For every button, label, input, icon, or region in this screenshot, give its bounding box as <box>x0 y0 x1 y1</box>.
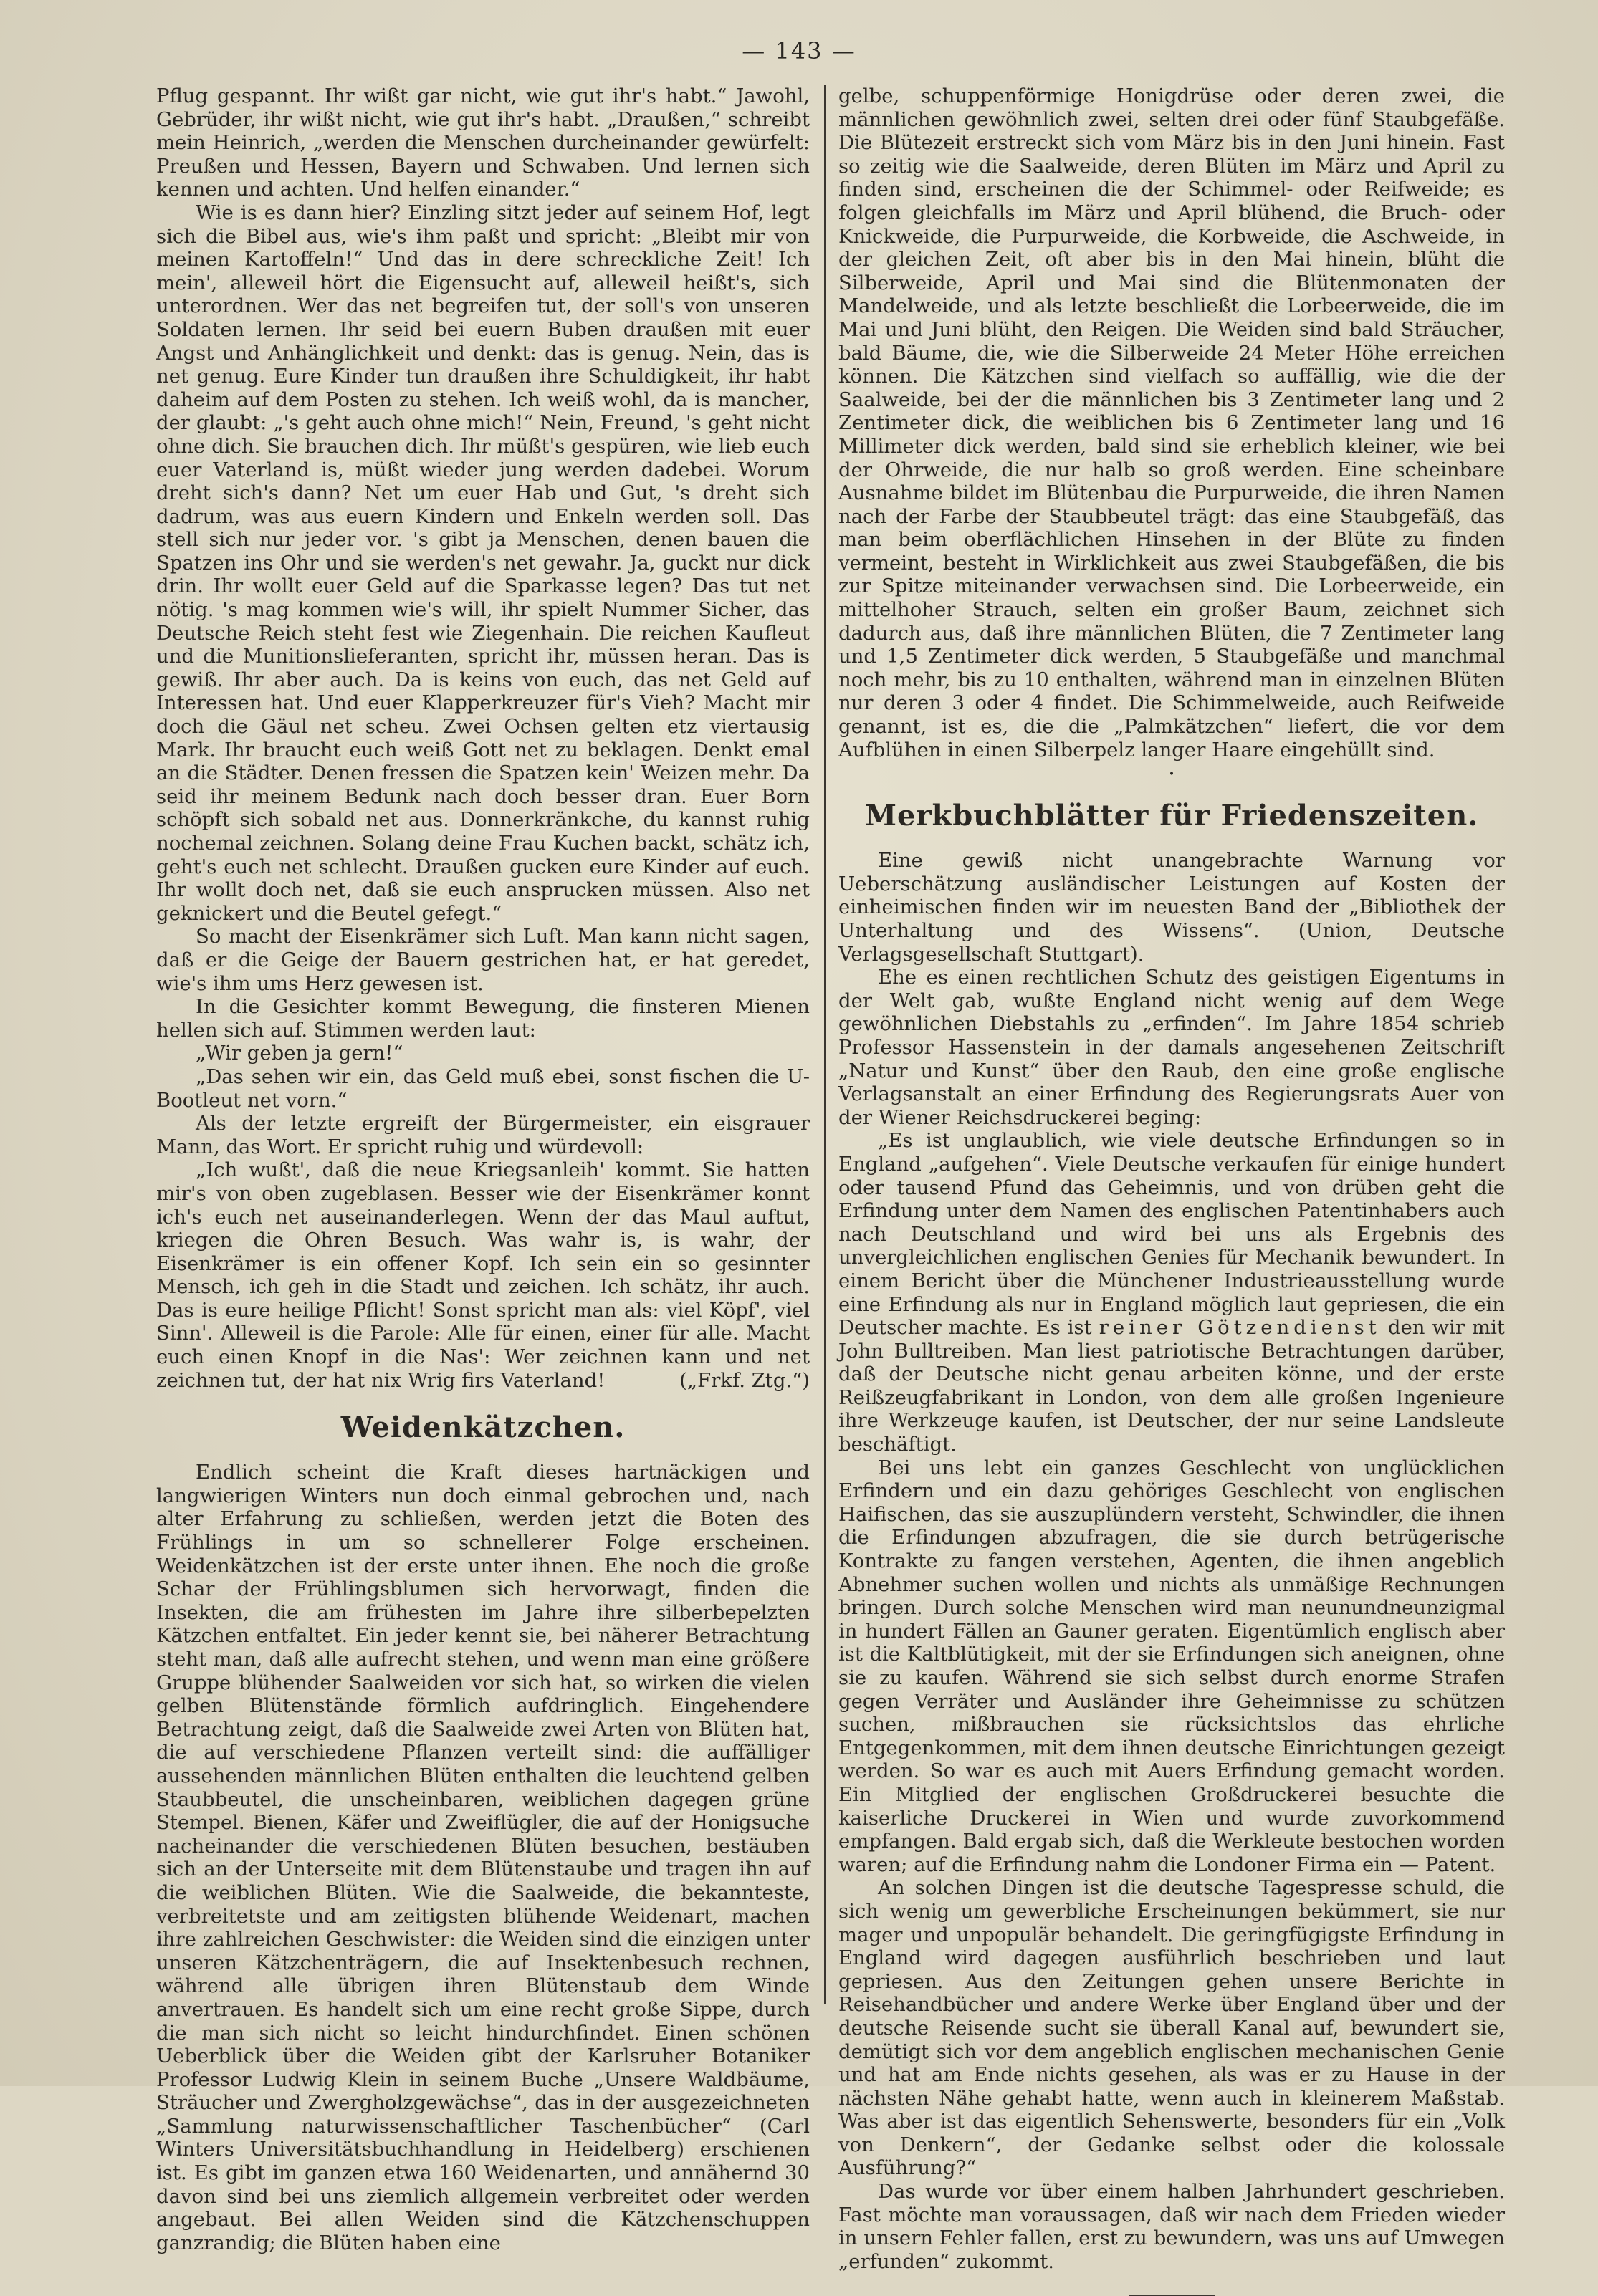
paragraph-text: „Es ist unglaublich, wie viele deutsche Erfindungen so in England „aufgehen“. Viele Deutsche verkaufen für einige hundert oder tausend Pfund das Geheimnis, und von drüben geht die Erfindung unter dem Namen des englischen Patentinhabers auch nach Deutschland und wird bei uns als Ergebnis des unvergleichlichen englischen Genies für Mechanik bewundert. In einem Bericht über die Münchener Industrieausstellung wurde eine Erfindung als nur in England möglich laut gepriesen, die ein Deutscher machte. Es ist <box>838 1129 1505 1340</box>
paragraph: Ehe es einen rechtlichen Schutz des geistigen Eigentums in der Welt gab, wußte England nicht wenig auf dem Wege gewöhnlichen Diebstahls zu „erfinden“. Im Jahre 1854 schrieb Professor Hassenstein in der damals angesehenen Zeitschrift „Natur und Kunst“ über den Raub, den eine große englische Verlagsanstalt an einer Erfindung des Regierungsrats Auer von der Wiener Reichsdruckerei beging: <box>838 966 1505 1129</box>
paragraph <box>156 1158 810 1392</box>
paragraph: Eine gewiß nicht unangebrachte Warnung vor Ueberschätzung ausländischer Leistungen auf Kosten der einheimischen finden wir im neuesten Band der „Bibliothek der Unterhaltung und des Wissens“. (Union, Deutsche Verlagsgesellschaft Stuttgart). <box>838 849 1505 966</box>
column-divider <box>824 85 826 2004</box>
paragraph-text: „Ich wußt', daß die neue Kriegsanleih' kommt. Sie hatten mir's von oben zugeblasen. Besser wie der Eisenkrämer konnt ich's euch net auseinanderlegen. Wenn der das Maul auftut, kriegen die Ohren Besuch. Was wahr is, is wahr, der Eisenkrämer is ein offener Kopf. Ich sein ein so gesinnter Mensch, ich geh in die Stadt und zeichen. Ich schätz, ihr auch. Das is eure heilige Pflicht! Sonst spricht man als: viel Köpf', viel Sinn'. Alleweil is die Parole: Alle für einen, einer für alle. Macht euch einen Knopf in die Nas': Wer zeichnen kann und net zeichnen tut, der hat nix Wrig firs Vaterland! <box>156 1158 810 1392</box>
article-heading: Merkbuchblätter für Friedenszeiten. <box>864 799 1479 833</box>
paragraph: gelbe, schuppenförmige Honigdrüse oder deren zwei, die männlichen gewöhnlich zwei, selten drei oder fünf Staubgefäße. Die Blütezeit erstreckt sich vom März bis in den Juni hinein. Fast so zeitig wie die Saalweide, deren Blüten im März und April zu finden sind, erscheinen die der Schimmel- oder Reifweide; es folgen gleichfalls im März und April blühend, die Bruch- oder Knickweide, die Purpurweide, die Korbweide, die Aschweide, in der gleichen Zeit, oft aber bis in den Mai hinein, blüht die Silberweide, April und Mai sind die Blütenmonaten der Mandelweide, und als letzte beschließt die Lorbeerweide, die im Mai und Juni blüht, den Reigen. Die Weiden sind bald Sträucher, bald Bäume, die, wie die Silberweide 24 Meter Höhe erreichen können. Die Kätzchen sind vielfach so auffällig, wie die der Saalweide, bei der die männlichen bis 3 Zentimeter lang und 2 Zentimeter dick, die weiblichen bis 6 Zentimeter lang und 16 Millimeter dick werden, bald sind sie erheblich kleiner, wie bei der Ohrweide, die nur halb so groß werden. Eine scheinbare Ausnahme bildet im Blütenbau die Purpurweide, die ihren Namen nach der Farbe der Staubbeutel trägt: das eine Staubgefäß, das man beim oberflächlichen Hinsehen in der Blüte zu finden vermeint, besteht in Wirklichkeit aus zwei Staubgefäßen, die bis zur Spitze miteinander verwachsen sind. Die Lorbeerweide, ein mittelhoher Strauch, selten ein großer Baum, zeichnet sich dadurch aus, daß ihre männlichen Blüten, die 7 Zentimeter lang und 1,5 Zentimeter dick werden, 5 Staubgefäße und manchmal noch mehr, bis zu 10 enthalten, während man in einzelnen Blüten nur deren 3 oder 4 findet. Die Schimmelweide, auch Reifweide genannt, ist es, die die „Palmkätzchen“ liefert, die vor dem Aufblühen in einen Silberpelz langer Haare eingehüllt sind. <box>838 85 1505 762</box>
ornament: • <box>1168 769 1175 781</box>
paragraph <box>838 1129 1505 1456</box>
emphasized-text: reiner Götzendienst <box>1099 1316 1381 1340</box>
paragraph: So macht der Eisenkrämer sich Luft. Man kann nicht sagen, daß er die Geige der Bauern gestrichen hat, er hat geredet, wie's ihm ums Herz gewesen ist. <box>156 925 810 995</box>
paragraph: Endlich scheint die Kraft dieses hartnäckigen und langwierigen Winters nun doch einmal gebrochen und, nach alter Erfahrung zu schließen, werden jetzt die Boten des Frühlings in um so schnellerer Folge erscheinen. Weidenkätzchen ist der erste unter ihnen. Ehe noch die große Schar der Frühlingsblumen sich hervorwagt, finden die Insekten, die am frühesten im Jahre ihre silberbepelzten Kätzchen entfaltet. Ein jeder kennt sie, bei näherer Betrachtung steht man, daß alle aufrecht stehen, und wenn man eine größere Gruppe blühender Saalweiden vor sich hat, so wirken die vielen gelben Blütenstände förmlich aufdringlich. Eingehendere Betrachtung zeigt, daß die Saalweide zwei Arten von Blüten hat, die auf verschiedene Pflanzen verteilt sind: die auffälliger aussehenden männlichen Blüten enthalten die leuchtend gelben Staubbeutel, die unscheinbaren, weiblichen dagegen grüne Stempel. Bienen, Käfer und Zweiflügler, die auf der Honigsuche nacheinander die verschiedenen Blüten besuchen, bestäuben sich an der Unterseite mit dem Blütenstaube und tragen ihn auf die weiblichen Blüten. Wie die Saalweide, die bekannteste, verbreitetste und am zeitigsten blühende Weidenart, machen ihre zahlreichen Geschwister: die Weiden sind die einzigen unter unseren Kätzchenträgern, die auf Insektenbesuch rechnen, während alle übrigen ihren Blütenstaub dem Winde anvertrauen. Es handelt sich um eine recht große Sippe, durch die man sich nicht so leicht hindurchfindet. Einen schönen Ueberblick über die Weiden gibt der Karlsruher Botaniker Professor Ludwig Klein in seinem Buche „Unsere Waldbäume, Sträucher und Zwergholzgewächse“, das in der ausgezeichneten „Sammlung naturwissenschaftlicher Taschenbücher“ (Carl Winters Universitätsbuchhandlung in Heidelberg) erschienen ist. Es gibt im ganzen etwa 160 Weidenarten, und annähernd 30 davon sind bei uns ziemlich allgemein verbreitet oder werden angebaut. Bei allen Weiden sind die Kätzchenschuppen ganzrandig; die Blüten haben eine <box>156 1461 810 2254</box>
left-column <box>156 85 810 2254</box>
paragraph: „Wir geben ja gern!“ <box>196 1042 403 1065</box>
paragraph: Bei uns lebt ein ganzes Geschlecht von unglücklichen Erfindern und ein dazu gehöriges Geschlecht von englischen Haifischen, das sie auszuplündern versteht, Schwindler, die ihnen die Erfindungen abzufragen, die sie durch betrügerische Kontrakte zu fangen verstehen, Agenten, die ihnen angeblich Abnehmer suchen wollen und nichts als unmäßige Rechnungen bringen. Durch solche Menschen wird man neunundneunzigmal in hundert Fällen an Gauner geraten. Eigentümlich englisch aber ist die Kaltblütigkeit, mit der sie Erfindungen sich aneignen, ohne sie zu kaufen. Während sie sich selbst durch enorme Strafen gegen Verräter und Ausländer ihre Geheimnisse zu schützen suchen, mißbrauchen sie rücksichtslos das ehrliche Entgegenkommen, mit dem ihnen deutsche Einrichtungen gezeigt werden. So war es auch mit Auers Erfindung gemacht worden. Ein Mitglied der englischen Großdruckerei besuchte die kaiserliche Druckerei in Wien und wurde zuvorkommend empfangen. Bald ergab sich, daß die Werkleute bestochen worden waren; auf die Erfindung nahm die Londoner Firma ein — Patent. <box>838 1456 1505 1876</box>
paragraph: „Das sehen wir ein, das Geld muß ebei, sonst fischen die U-Bootleut net vorn.“ <box>156 1065 810 1112</box>
paragraph: Pflug gespannt. Ihr wißt gar nicht, wie gut ihr's habt.“ Jawohl, Gebrüder, ihr wißt nicht, wie gut ihr's habt. „Draußen,“ schreibt mein Heinrich, „werden die Menschen durcheinander gewürfelt: Preußen und Hessen, Bayern und Schwaben. Und lernen sich kennen und achten. Und helfen einander.“ <box>156 85 810 201</box>
paragraph: In die Gesichter kommt Bewegung, die finsteren Mienen hellen sich auf. Stimmen werden laut: <box>156 995 810 1042</box>
right-column <box>838 85 1505 2296</box>
paragraph: Wie is es dann hier? Einzling sitzt jeder auf seinem Hof, legt sich die Bibel aus, wie's ihm paßt und spricht: „Bleibt mir von meinen Kartoffeln!“ Und das in dere schreckliche Zeit! Ich mein', alleweil hört die Eigensucht auf, alleweil heißt's, sich unterordnen. Wer das net begreifen tut, der soll's von unseren Soldaten lernen. Ihr seid bei euern Buben draußen mit euer Angst und Anhänglichkeit und denkt: das is genug. Nein, das is net genug. Eure Kinder tun draußen ihre Schuldigkeit, ihr habt daheim auf dem Posten zu stehen. Ich weiß wohl, da is mancher, der glaubt: „'s geht auch ohne mich!“ Nein, Freund, 's geht nicht ohne dich. Sie brauchen dich. Ihr müßt's gespüren, wie lieb euch euer Vaterland is, müßt wieder jung werden dadebei. Worum dreht sich's dann? Net um euer Hab und Gut, 's dreht sich dadrum, was aus euern Kindern und Enkeln werden soll. Das stell sich nur jeder vor. 's gibt ja Menschen, denen bauen die Spatzen ins Ohr und sie werden's net gewahr. Ja, guckt nur dick drin. Ihr wollt euer Geld auf die Sparkasse legen? Das tut net nötig. 's mag kommen wie's will, ihr spielt Nummer Sicher, das Deutsche Reich steht fest wie Ziegenhain. Die reichen Kaufleut und die Munitionslieferanten, spricht ihr, müssen heran. Das is gewiß. Ihr aber auch. Da is keins von euch, das net Geld auf Interessen hat. Und euer Klapperkreuzer für's Vieh? Macht mir doch die Gäul net scheu. Zwei Ochsen gelten etz viertausig Mark. Ihr braucht euch weiß Gott net zu beklagen. Denkt emal an die Städter. Denen fressen die Spatzen kein' Weizen mehr. Da seid ihr meinem Bedunk nach doch besser dran. Euer Born schöpft sich sobald net aus. Donnerkränkche, du kannst ruhig nochemal zeichnen. Solang deine Frau Kuchen backt, schätz ich, geht's euch net schlecht. Draußen gucken eure Kinder auf euch. Ihr wollt doch net, daß sie euch ansprucken müssen. Also net geknickert und die Beutel gefegt.“ <box>156 201 810 925</box>
paragraph: Als der letzte ergreift der Bürgermeister, ein eisgrauer Mann, das Wort. Er spricht ruhig und würdevoll: <box>156 1112 810 1158</box>
source-citation: („Frkf. Ztg.“) <box>679 1368 810 1392</box>
page-number: — 143 — <box>742 37 856 64</box>
paragraph: An solchen Dingen ist die deutsche Tagespresse schuld, die sich wenig um gewerbliche Erscheinungen bekümmert, sie nur mager und unpopulär behandelt. Die geringfügigste Erfindung in England wird dagegen ausführlich beschrieben und laut gepriesen. Aus den Zeitungen gehen unsere Berichte in Reisehandbücher und andere Werke über England über und der deutsche Reisende sucht sie überall Kanal auf, bewundert sie, demütigt sich vor dem angeblich englischen mechanischen Genie und hat am Ende nichts gesehen, als was er zu Hause in der nächsten Nähe gehabt hatte, wenn auch in kleinerem Maßstab. Was aber ist das eigentlich Sehenswerte, besonders für ein „Volk von Denkern“, der Gedanke selbst oder die kolossale Ausführung?“ <box>838 1876 1505 2180</box>
article-heading: Weidenkätzchen. <box>340 1411 626 1445</box>
paragraph-text: den wir mit John Bulltreiben. Man liest patriotische Betrachtungen darüber, daß der Deutsche nicht genau arbeiten könne, und der erste Reißzeugfabrikant in London, von dem alle großen Ingenieure ihre Werkzeuge kaufen, ist Deutscher, der nur seine Landsleute beschäftigt. <box>838 1316 1505 1456</box>
paragraph: Das wurde vor über einem halben Jahrhundert geschrieben. Fast möchte man voraussagen, daß wir nach dem Frieden wieder in unsern Fehler fallen, erst zu bewundern, was uns auf Umwegen „erfunden“ zukommt. <box>838 2180 1505 2273</box>
